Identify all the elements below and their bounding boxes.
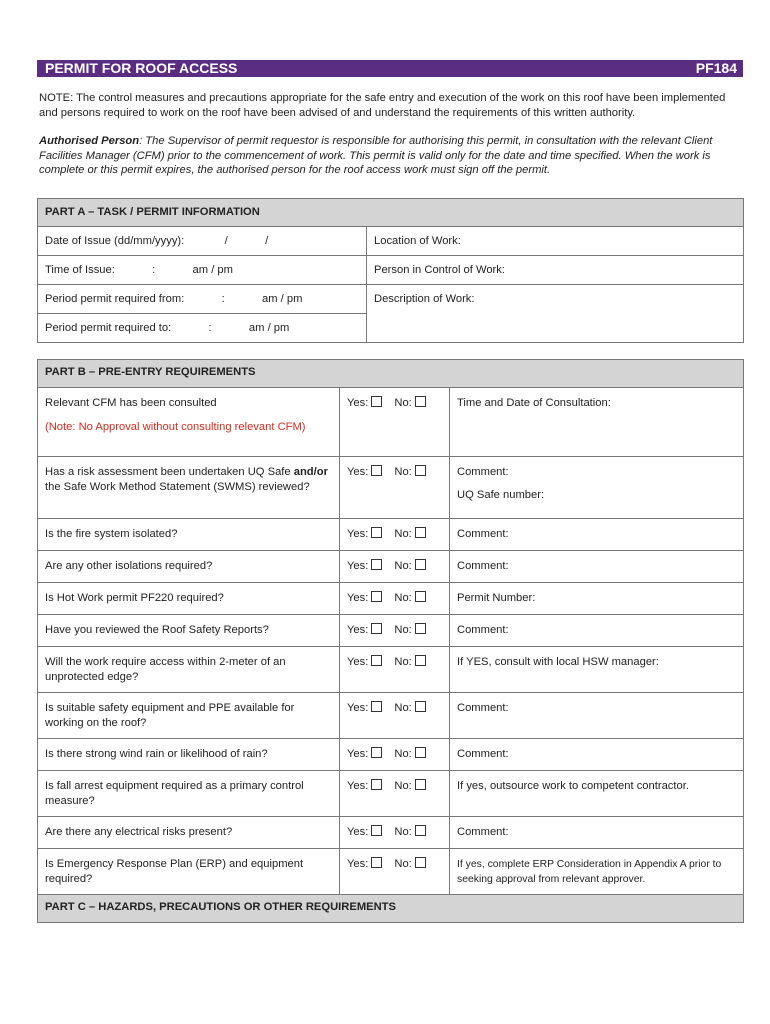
table-row — [38, 770, 744, 816]
table-row — [38, 456, 744, 518]
title-bar — [37, 60, 743, 77]
question-text: Relevant CFM has been consulted — [45, 396, 217, 409]
yes-checkbox[interactable] — [371, 559, 382, 570]
comment-cell[interactable] — [450, 456, 744, 518]
period-from-field[interactable]: Period permit required from: : am / pm — [38, 284, 367, 313]
date-of-issue-field[interactable]: Date of Issue (dd/mm/yyyy): / / — [38, 226, 367, 255]
yes-label: Yes: — [347, 623, 369, 636]
yes-no-cell — [340, 816, 450, 848]
yes-no-cell — [340, 770, 450, 816]
yes-checkbox[interactable] — [371, 655, 382, 666]
comment-cell[interactable] — [450, 582, 744, 614]
yes-checkbox[interactable] — [371, 591, 382, 602]
yes-label: Yes: — [347, 655, 369, 668]
part-b-table — [37, 359, 744, 923]
yes-label: Yes: — [347, 591, 369, 604]
question-cell — [38, 692, 340, 738]
no-label: No: — [394, 465, 412, 478]
question-text: and/or — [293, 465, 328, 478]
yes-checkbox[interactable] — [371, 396, 382, 407]
no-label: No: — [394, 825, 412, 838]
table-row — [38, 518, 744, 550]
period-to-field[interactable]: Period permit required to: : am / pm — [38, 313, 367, 342]
comment-cell[interactable] — [450, 770, 744, 816]
yes-no-cell — [340, 550, 450, 582]
question-text: Will the work require access within 2-meter of an unprotected edge? — [45, 655, 286, 683]
authorised-paragraph — [37, 134, 743, 178]
question-text: Are there any electrical risks present? — [45, 825, 233, 838]
yes-label: Yes: — [347, 527, 369, 540]
comment-label: Permit Number: — [457, 591, 536, 604]
no-checkbox[interactable] — [415, 527, 426, 538]
comment-cell[interactable] — [450, 518, 744, 550]
person-in-control-field[interactable]: Person in Control of Work: — [367, 255, 744, 284]
question-cell — [38, 518, 340, 550]
no-checkbox[interactable] — [415, 701, 426, 712]
question-cell — [38, 456, 340, 518]
form-code: PF184 — [695, 60, 737, 76]
comment-cell[interactable] — [450, 646, 744, 692]
question-text: Is fall arrest equipment required as a primary control measure? — [45, 779, 304, 807]
table-row — [38, 692, 744, 738]
question-cell — [38, 770, 340, 816]
permit-page — [37, 60, 743, 923]
yes-label: Yes: — [347, 701, 369, 714]
table-row — [38, 550, 744, 582]
comment-cell[interactable] — [450, 848, 744, 894]
comment-label: If yes, complete ERP Consideration in Appendix A prior to seeking approval from relevant approver. — [457, 858, 722, 885]
no-label: No: — [394, 747, 412, 760]
comment-cell[interactable] — [450, 738, 744, 770]
form-title: PERMIT FOR ROOF ACCESS — [45, 60, 238, 76]
no-label: No: — [394, 396, 412, 409]
yes-no-cell — [340, 848, 450, 894]
question-text: Have you reviewed the Roof Safety Reports? — [45, 623, 269, 636]
description-of-work-field[interactable]: Description of Work: — [367, 284, 744, 342]
comment-label: Comment: — [457, 465, 509, 478]
comment-label: If YES, consult with local HSW manager: — [457, 655, 659, 668]
yes-checkbox[interactable] — [371, 747, 382, 758]
location-of-work-field[interactable]: Location of Work: — [367, 226, 744, 255]
comment-label: If yes, outsource work to competent contractor. — [457, 779, 689, 792]
question-cell — [38, 582, 340, 614]
authorised-label: Authorised Person — [39, 135, 140, 147]
yes-checkbox[interactable] — [371, 857, 382, 868]
approval-note: (Note: No Approval without consulting relevant CFM) — [45, 421, 306, 433]
yes-label: Yes: — [347, 779, 369, 792]
yes-label: Yes: — [347, 559, 369, 572]
question-cell — [38, 550, 340, 582]
yes-no-cell — [340, 387, 450, 456]
question-cell — [38, 614, 340, 646]
part-a-table — [37, 198, 744, 343]
question-text: Is there strong wind rain or likelihood of rain? — [45, 747, 268, 760]
yes-checkbox[interactable] — [371, 779, 382, 790]
part-c-title: PART C – HAZARDS, PRECAUTIONS OR OTHER REQUIREMENTS — [38, 894, 744, 922]
no-checkbox[interactable] — [415, 623, 426, 634]
table-row — [38, 387, 744, 456]
no-label: No: — [394, 591, 412, 604]
no-label: No: — [394, 779, 412, 792]
comment-cell[interactable] — [450, 550, 744, 582]
yes-no-cell — [340, 692, 450, 738]
question-text: Is suitable safety equipment and PPE available for working on the roof? — [45, 701, 295, 729]
time-of-issue-field[interactable]: Time of Issue: : am / pm — [38, 255, 367, 284]
question-text: Is Hot Work permit PF220 required? — [45, 591, 224, 604]
no-checkbox[interactable] — [415, 559, 426, 570]
comment-label: Comment: — [457, 825, 509, 838]
no-label: No: — [394, 527, 412, 540]
table-row — [38, 848, 744, 894]
yes-no-cell — [340, 646, 450, 692]
table-row — [38, 646, 744, 692]
comment-cell[interactable] — [450, 692, 744, 738]
comment-label: Comment: — [457, 623, 509, 636]
question-cell — [38, 738, 340, 770]
no-label: No: — [394, 857, 412, 870]
table-row — [38, 738, 744, 770]
note-text: NOTE: The control measures and precautions appropriate for the safe entry and execution of the work on this roof have been implemented and persons required to work on the roof have been advised of and understand the requirements of this written authority. — [39, 92, 726, 119]
yes-checkbox[interactable] — [371, 527, 382, 538]
table-row — [38, 582, 744, 614]
question-cell — [38, 387, 340, 456]
yes-checkbox[interactable] — [371, 825, 382, 836]
no-label: No: — [394, 655, 412, 668]
yes-label: Yes: — [347, 825, 369, 838]
comment-cell[interactable] — [450, 816, 744, 848]
comment-cell[interactable] — [450, 387, 744, 456]
yes-checkbox[interactable] — [371, 701, 382, 712]
no-checkbox[interactable] — [415, 591, 426, 602]
no-label: No: — [394, 559, 412, 572]
no-checkbox[interactable] — [415, 465, 426, 476]
yes-label: Yes: — [347, 747, 369, 760]
no-checkbox[interactable] — [415, 747, 426, 758]
yes-no-cell — [340, 456, 450, 518]
question-cell — [38, 646, 340, 692]
part-a-title: PART A – TASK / PERMIT INFORMATION — [38, 198, 744, 226]
yes-no-cell — [340, 518, 450, 550]
question-text: the Safe Work Method Statement (SWMS) reviewed? — [45, 481, 310, 493]
no-checkbox[interactable] — [415, 655, 426, 666]
question-text: Are any other isolations required? — [45, 559, 213, 572]
comment-label: Comment: — [457, 559, 509, 572]
no-label: No: — [394, 623, 412, 636]
yes-label: Yes: — [347, 396, 369, 409]
no-checkbox[interactable] — [415, 825, 426, 836]
uq-safe-number-label: UQ Safe number: — [457, 489, 545, 501]
question-text: Is the fire system isolated? — [45, 527, 178, 540]
question-cell — [38, 848, 340, 894]
yes-no-cell — [340, 738, 450, 770]
table-row — [38, 816, 744, 848]
no-checkbox[interactable] — [415, 396, 426, 407]
no-checkbox[interactable] — [415, 779, 426, 790]
comment-cell[interactable] — [450, 614, 744, 646]
no-label: No: — [394, 701, 412, 714]
question-text: Has a risk assessment been undertaken UQ Safe — [45, 465, 294, 478]
yes-checkbox[interactable] — [371, 465, 382, 476]
yes-no-cell — [340, 614, 450, 646]
yes-label: Yes: — [347, 857, 369, 870]
authorised-text: : The Supervisor of permit requestor is responsible for authorising this permit, in consultation with the relevant Client Facilities Manager (CFM) prior to the commencement of work. This permit is valid only for the date and time specified. When the work is complete or this permit expires, the authorised person for the roof access work must sign off the permit. — [39, 135, 713, 176]
yes-label: Yes: — [347, 465, 369, 478]
yes-checkbox[interactable] — [371, 623, 382, 634]
part-b-title: PART B – PRE-ENTRY REQUIREMENTS — [38, 359, 744, 387]
question-cell — [38, 816, 340, 848]
question-text: Is Emergency Response Plan (ERP) and equipment required? — [45, 857, 304, 885]
yes-no-cell — [340, 582, 450, 614]
comment-label: Time and Date of Consultation: — [457, 396, 611, 409]
no-checkbox[interactable] — [415, 857, 426, 868]
comment-label: Comment: — [457, 747, 509, 760]
comment-label: Comment: — [457, 527, 509, 540]
table-row — [38, 614, 744, 646]
comment-label: Comment: — [457, 701, 509, 714]
